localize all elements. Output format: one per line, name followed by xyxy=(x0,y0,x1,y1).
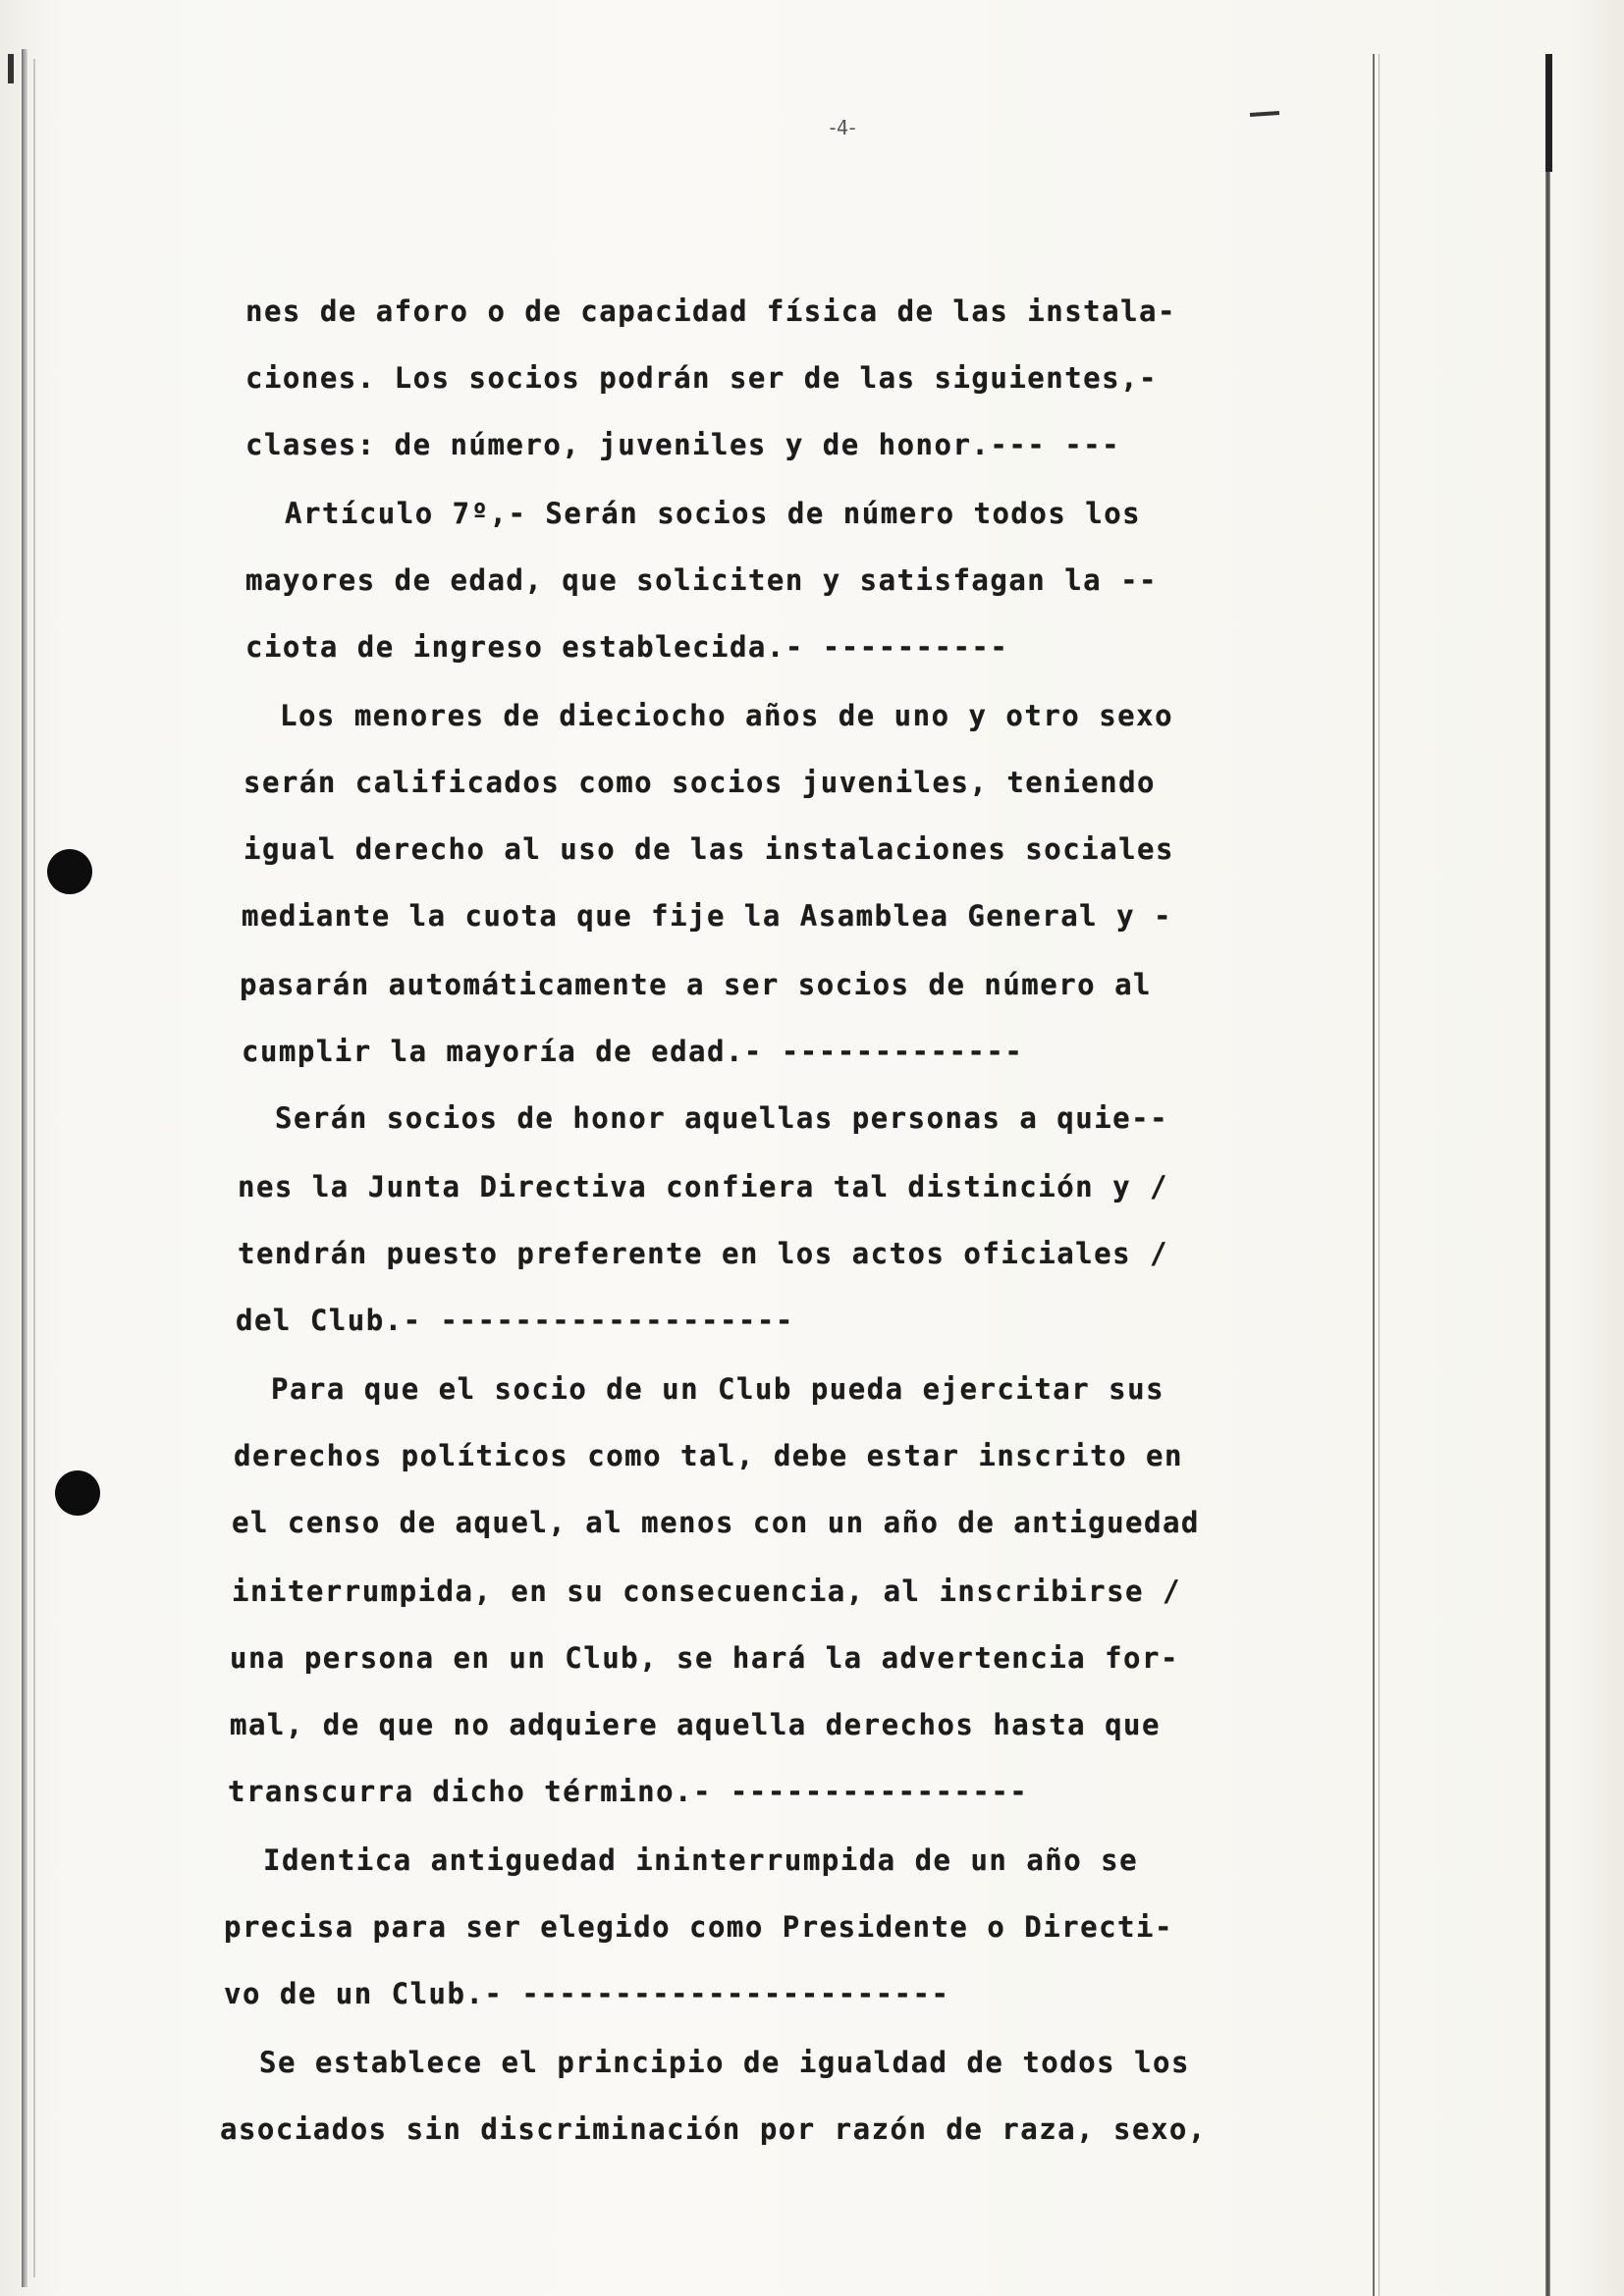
right-margin-line-faint xyxy=(1379,54,1380,2296)
text-line: asociados sin discriminación por razón de raza, sexo, xyxy=(220,2112,1207,2146)
text-line: igual derecho al uso de las instalaciones sociales xyxy=(244,832,1174,866)
right-edge-mark xyxy=(1545,54,1552,172)
text-line: ciones. Los socios podrán ser de las siguientes,- xyxy=(245,361,1159,395)
text-line: precisa para ser elegido como Presidente o Directi- xyxy=(224,1910,1173,1944)
text-line: del Club.- ------------------- xyxy=(236,1304,794,1337)
text-line: tendrán puesto preferente en los actos oficiales / xyxy=(238,1237,1168,1270)
text-line: mediante la cuota que fije la Asamblea General y - xyxy=(242,899,1172,933)
text-line: Se establece el principio de igualdad de todos los xyxy=(259,2046,1190,2079)
text-line: Serán socios de honor aquellas personas a quie-- xyxy=(275,1101,1169,1135)
text-line: initerrumpida, en su consecuencia, al inscribirse / xyxy=(232,1575,1181,1608)
text-line: derechos políticos como tal, debe estar inscrito en xyxy=(234,1439,1183,1472)
text-line: nes la Junta Directiva confiera tal distinción y / xyxy=(238,1170,1168,1203)
text-line: una persona en un Club, se hará la advertencia for- xyxy=(230,1641,1179,1675)
text-line: Artículo 7º,- Serán socios de número todos los xyxy=(285,497,1142,530)
text-line: el censo de aquel, al menos con un año de antiguedad xyxy=(232,1506,1200,1539)
right-page-edge xyxy=(1545,54,1550,2296)
text-line: serán calificados como socios juveniles, teniendo xyxy=(244,766,1157,799)
text-line: Los menores de dieciocho años de uno y otro sexo xyxy=(280,699,1174,732)
text-line: Identica antiguedad ininterrumpida de un año se xyxy=(263,1843,1139,1877)
text-line: mayores de edad, que soliciten y satisfagan la -- xyxy=(245,563,1159,597)
text-line: cumplir la mayoría de edad.- ------------- xyxy=(242,1035,1024,1068)
text-line: pasarán automáticamente a ser socios de número al xyxy=(240,968,1153,1001)
text-line: ciota de ingreso establecida.- ---------- xyxy=(245,630,1009,664)
page-number-mark: -4- xyxy=(827,116,857,139)
text-line: Para que el socio de un Club pueda ejercitar sus xyxy=(271,1372,1165,1406)
text-line: nes de aforo o de capacidad física de las instala- xyxy=(245,294,1176,328)
text-line: mal, de que no adquiere aquella derechos hasta que xyxy=(230,1708,1161,1741)
text-line: transcurra dicho término.- ---------------- xyxy=(228,1775,1029,1808)
text-line: vo de un Club.- ----------------------- xyxy=(224,1977,950,2010)
text-line: clases: de número, juveniles y de honor.--- --- xyxy=(245,428,1121,461)
